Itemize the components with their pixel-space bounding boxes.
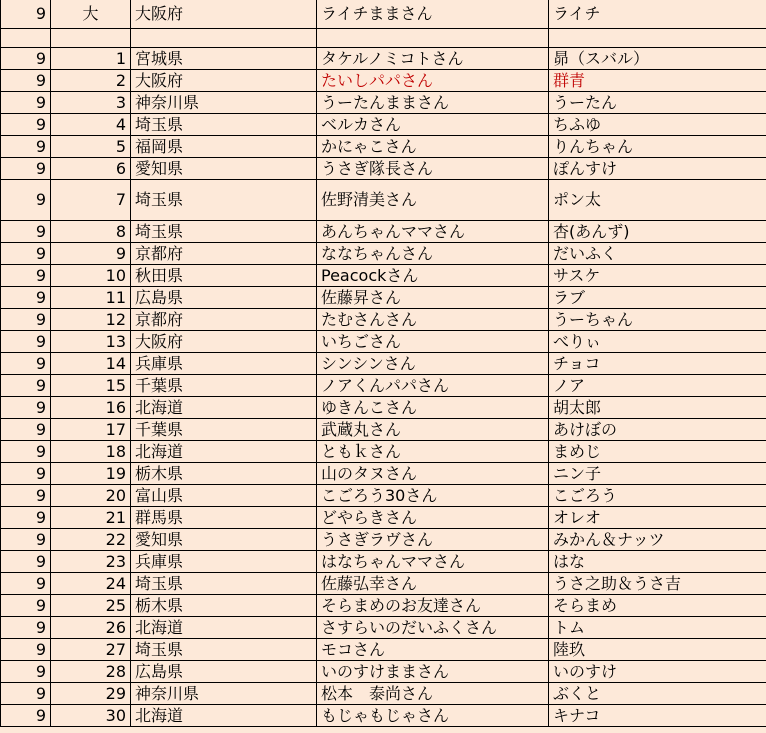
owner-cell: 武蔵丸さん	[317, 419, 549, 441]
prefecture-cell: 福岡県	[131, 136, 317, 158]
pet-cell: ノア	[549, 375, 766, 397]
owner-cell: モコさん	[317, 639, 549, 661]
prefecture-cell: 北海道	[131, 705, 317, 727]
pet-cell: だいふく	[549, 243, 766, 265]
table-row	[1, 529, 766, 551]
number-cell: 9	[1, 309, 51, 331]
rank-cell: 大	[51, 0, 131, 29]
number-cell: 9	[1, 287, 51, 309]
number-cell: 9	[1, 551, 51, 573]
owner-cell: うさぎラヴさん	[317, 529, 549, 551]
number-cell: 9	[1, 375, 51, 397]
table-row	[1, 639, 766, 661]
owner-cell: たいしパパさん	[317, 70, 549, 92]
prefecture-cell: 広島県	[131, 287, 317, 309]
owner-cell: Peacockさん	[317, 265, 549, 287]
owner-cell: いちごさん	[317, 331, 549, 353]
prefecture-cell: 栃木県	[131, 463, 317, 485]
owner-cell: ノアくんパパさん	[317, 375, 549, 397]
number-cell: 9	[1, 595, 51, 617]
pet-cell: 陸玖	[549, 639, 766, 661]
rank-cell: 2	[51, 70, 131, 92]
empty-cell	[549, 29, 766, 48]
pet-cell: チョコ	[549, 353, 766, 375]
table-row	[1, 683, 766, 705]
rank-cell: 1	[51, 48, 131, 70]
rank-cell: 10	[51, 265, 131, 287]
table-row	[1, 441, 766, 463]
table-row	[1, 92, 766, 114]
rank-cell: 12	[51, 309, 131, 331]
prefecture-cell: 愛知県	[131, 158, 317, 180]
number-cell: 9	[1, 507, 51, 529]
prefecture-cell: 埼玉県	[131, 639, 317, 661]
prefecture-cell: 埼玉県	[131, 114, 317, 136]
pet-cell: うーちゃん	[549, 309, 766, 331]
owner-cell: はなちゃんママさん	[317, 551, 549, 573]
table-row-blank	[1, 29, 766, 48]
number-cell: 9	[1, 463, 51, 485]
prefecture-cell: 千葉県	[131, 419, 317, 441]
number-cell: 9	[1, 92, 51, 114]
pet-cell: こごろう	[549, 485, 766, 507]
number-cell: 9	[1, 419, 51, 441]
table-row	[1, 705, 766, 727]
owner-cell: あんちゃんママさん	[317, 221, 549, 243]
number-cell: 9	[1, 683, 51, 705]
pet-cell: 昴（スバル）	[549, 48, 766, 70]
number-cell: 9	[1, 243, 51, 265]
table-row	[1, 485, 766, 507]
rank-cell: 13	[51, 331, 131, 353]
prefecture-cell: 埼玉県	[131, 180, 317, 221]
number-cell: 9	[1, 158, 51, 180]
owner-cell: もじゃもじゃさん	[317, 705, 549, 727]
rank-cell: 23	[51, 551, 131, 573]
prefecture-cell: 京都府	[131, 309, 317, 331]
table-row	[1, 265, 766, 287]
prefecture-cell: 神奈川県	[131, 683, 317, 705]
prefecture-cell: 千葉県	[131, 375, 317, 397]
prefecture-cell: 栃木県	[131, 595, 317, 617]
number-cell: 9	[1, 48, 51, 70]
table-row	[1, 463, 766, 485]
empty-cell	[51, 29, 131, 48]
number-cell: 9	[1, 331, 51, 353]
number-cell: 9	[1, 0, 51, 29]
prefecture-cell: 大阪府	[131, 0, 317, 29]
pet-cell: うさ之助＆うさ吉	[549, 573, 766, 595]
owner-cell: うーたんままさん	[317, 92, 549, 114]
prefecture-cell: 京都府	[131, 243, 317, 265]
pet-cell: はな	[549, 551, 766, 573]
prefecture-cell: 群馬県	[131, 507, 317, 529]
owner-cell: タケルノミコトさん	[317, 48, 549, 70]
pet-cell: ぽんすけ	[549, 158, 766, 180]
number-cell: 9	[1, 485, 51, 507]
prefecture-cell: 神奈川県	[131, 92, 317, 114]
prefecture-cell: 埼玉県	[131, 573, 317, 595]
table-row	[1, 243, 766, 265]
number-cell: 9	[1, 573, 51, 595]
owner-cell: 佐藤弘幸さん	[317, 573, 549, 595]
pet-cell: いのすけ	[549, 661, 766, 683]
pet-cell: ニン子	[549, 463, 766, 485]
rank-cell: 28	[51, 661, 131, 683]
table-row	[1, 70, 766, 92]
rank-cell: 22	[51, 529, 131, 551]
prefecture-cell: 広島県	[131, 661, 317, 683]
owner-cell: こごろう30さん	[317, 485, 549, 507]
pet-cell: ポン太	[549, 180, 766, 221]
owner-cell: どやらきさん	[317, 507, 549, 529]
table-row	[1, 397, 766, 419]
number-cell: 9	[1, 705, 51, 727]
rank-cell: 15	[51, 375, 131, 397]
rank-cell: 24	[51, 573, 131, 595]
rank-cell: 5	[51, 136, 131, 158]
pet-cell: ライチ	[549, 0, 766, 29]
number-cell: 9	[1, 70, 51, 92]
rank-cell: 11	[51, 287, 131, 309]
table-row	[1, 375, 766, 397]
table-row	[1, 617, 766, 639]
pet-cell: べりぃ	[549, 331, 766, 353]
rank-cell: 3	[51, 92, 131, 114]
pet-cell: サスケ	[549, 265, 766, 287]
rank-cell: 6	[51, 158, 131, 180]
table-row	[1, 331, 766, 353]
table-row	[1, 48, 766, 70]
rank-cell: 20	[51, 485, 131, 507]
number-cell: 9	[1, 136, 51, 158]
table-row	[1, 507, 766, 529]
prefecture-cell: 北海道	[131, 617, 317, 639]
table-row	[1, 419, 766, 441]
owner-cell: ベルカさん	[317, 114, 549, 136]
table-row	[1, 114, 766, 136]
owner-cell: そらまめのお友達さん	[317, 595, 549, 617]
rank-cell: 25	[51, 595, 131, 617]
prefecture-cell: 兵庫県	[131, 551, 317, 573]
table-row	[1, 158, 766, 180]
rank-cell: 26	[51, 617, 131, 639]
table-row	[1, 180, 766, 221]
rank-cell: 17	[51, 419, 131, 441]
prefecture-cell: 北海道	[131, 441, 317, 463]
owner-cell: ゆきんこさん	[317, 397, 549, 419]
owner-cell: ななちゃんさん	[317, 243, 549, 265]
owner-cell: 佐野清美さん	[317, 180, 549, 221]
rank-cell: 21	[51, 507, 131, 529]
owner-cell: 佐藤昇さん	[317, 287, 549, 309]
table-row-top	[1, 0, 766, 29]
pet-cell: オレオ	[549, 507, 766, 529]
pet-cell: みかん＆ナッツ	[549, 529, 766, 551]
table-row	[1, 221, 766, 243]
pet-cell: まめじ	[549, 441, 766, 463]
pet-cell: あけぼの	[549, 419, 766, 441]
pet-cell: ぶくと	[549, 683, 766, 705]
prefecture-cell: 大阪府	[131, 70, 317, 92]
pet-cell: うーたん	[549, 92, 766, 114]
table-row	[1, 551, 766, 573]
table-row	[1, 595, 766, 617]
rank-cell: 16	[51, 397, 131, 419]
rank-cell: 7	[51, 180, 131, 221]
pet-cell: ラブ	[549, 287, 766, 309]
rank-cell: 27	[51, 639, 131, 661]
pet-cell: 群青	[549, 70, 766, 92]
owner-cell: ともｋさん	[317, 441, 549, 463]
table-body	[1, 0, 766, 727]
pet-cell: 胡太郎	[549, 397, 766, 419]
number-cell: 9	[1, 114, 51, 136]
table-row	[1, 661, 766, 683]
number-cell: 9	[1, 353, 51, 375]
number-cell: 9	[1, 180, 51, 221]
pet-cell: そらまめ	[549, 595, 766, 617]
number-cell: 9	[1, 221, 51, 243]
owner-cell: たむさんさん	[317, 309, 549, 331]
pet-cell: キナコ	[549, 705, 766, 727]
empty-cell	[1, 29, 51, 48]
number-cell: 9	[1, 397, 51, 419]
rank-cell: 9	[51, 243, 131, 265]
owner-cell: 松本 泰尚さん	[317, 683, 549, 705]
owner-cell: いのすけままさん	[317, 661, 549, 683]
owner-cell: シンシンさん	[317, 353, 549, 375]
prefecture-cell: 北海道	[131, 397, 317, 419]
prefecture-cell: 埼玉県	[131, 221, 317, 243]
table-row	[1, 353, 766, 375]
table-row	[1, 136, 766, 158]
owner-cell: かにゃこさん	[317, 136, 549, 158]
number-cell: 9	[1, 617, 51, 639]
rank-cell: 18	[51, 441, 131, 463]
owner-cell: 山のタヌさん	[317, 463, 549, 485]
table-row	[1, 573, 766, 595]
pet-cell: りんちゃん	[549, 136, 766, 158]
table-row	[1, 287, 766, 309]
rank-cell: 29	[51, 683, 131, 705]
rank-cell: 8	[51, 221, 131, 243]
pet-cell: 杏(あんず)	[549, 221, 766, 243]
table-row	[1, 309, 766, 331]
number-cell: 9	[1, 639, 51, 661]
empty-cell	[131, 29, 317, 48]
prefecture-cell: 宮城県	[131, 48, 317, 70]
prefecture-cell: 兵庫県	[131, 353, 317, 375]
rank-cell: 30	[51, 705, 131, 727]
number-cell: 9	[1, 661, 51, 683]
owner-cell: うさぎ隊長さん	[317, 158, 549, 180]
prefecture-cell: 愛知県	[131, 529, 317, 551]
rank-cell: 19	[51, 463, 131, 485]
pet-cell: ちふゆ	[549, 114, 766, 136]
owner-cell: ライチままさん	[317, 0, 549, 29]
prefecture-cell: 富山県	[131, 485, 317, 507]
owner-cell: さすらいのだいふくさん	[317, 617, 549, 639]
rank-cell: 4	[51, 114, 131, 136]
number-cell: 9	[1, 441, 51, 463]
rank-cell: 14	[51, 353, 131, 375]
empty-cell	[317, 29, 549, 48]
prefecture-cell: 大阪府	[131, 331, 317, 353]
number-cell: 9	[1, 265, 51, 287]
number-cell: 9	[1, 529, 51, 551]
prefecture-cell: 秋田県	[131, 265, 317, 287]
pet-cell: トム	[549, 617, 766, 639]
